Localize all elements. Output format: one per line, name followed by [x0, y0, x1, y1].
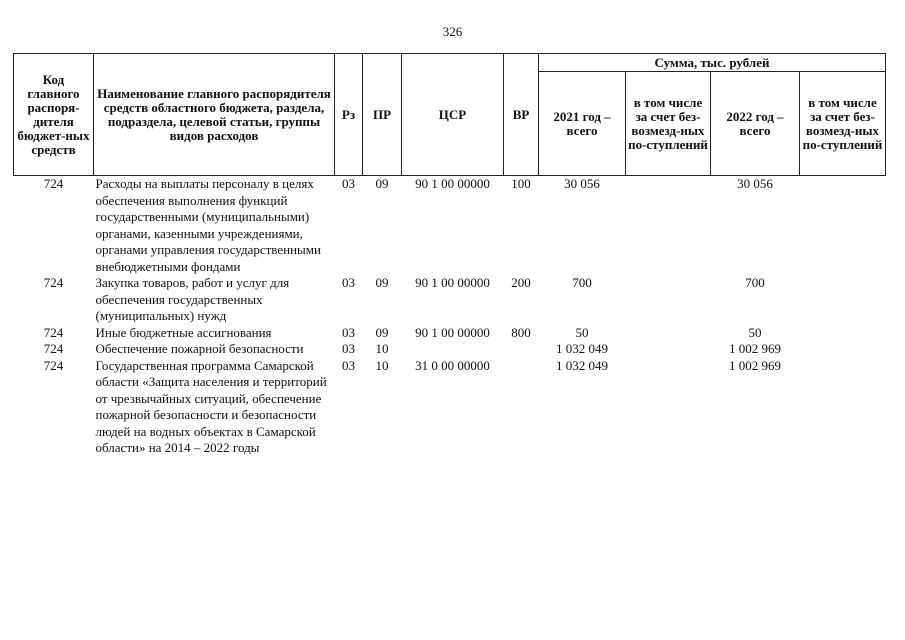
header-sum: Сумма, тыс. рублей [539, 54, 886, 72]
cell-rz: 03 [342, 324, 355, 340]
budget-table [13, 53, 886, 457]
cell-2021-total: 50 [575, 324, 589, 340]
cell-2021-free [626, 275, 711, 325]
cell-2021-free [626, 176, 711, 276]
cell-2022-free [800, 176, 886, 276]
cell-code: 724 [43, 275, 64, 290]
cell-2021-total: 1 032 049 [556, 357, 608, 373]
header-pr: ПР [363, 54, 402, 176]
cell-name: Обеспечение пожарной безопасности [95, 341, 304, 356]
cell-pr: 09 [375, 176, 389, 191]
table-row [14, 176, 886, 276]
cell-name: Расходы на выплаты персоналу в целях обеспечения выполнения функций государственными (муниципальными) органами, казенными учреждениями, органами управления государственными внебюджетными фондами [95, 176, 321, 274]
table-header [14, 54, 886, 176]
cell-2022-total: 30 056 [737, 176, 773, 191]
table-row [14, 325, 886, 342]
cell-2021-total: 1 032 049 [556, 341, 608, 356]
cell-name: Иные бюджетные ассигнования [95, 324, 272, 340]
cell-vr: 200 [511, 275, 531, 290]
header-vr: ВР [504, 54, 539, 176]
cell-code: 724 [43, 357, 64, 373]
cell-2022-total: 1 002 969 [729, 357, 781, 373]
cell-rz: 03 [342, 357, 355, 373]
cell-2022-total: 700 [745, 275, 765, 290]
cell-pr: 09 [375, 275, 389, 290]
cell-csr: 31 0 00 00000 [415, 357, 490, 373]
cell-2022-free [800, 358, 886, 457]
cell-2022-free [800, 341, 886, 358]
header-name: Наименование главного распорядителя средств областного бюджета, раздела, подраздела, целевой статьи, группы видов расходов [94, 54, 335, 176]
cell-csr: 90 1 00 00000 [415, 176, 490, 191]
cell-pr: 10 [375, 357, 389, 373]
header-rz: Рз [335, 54, 363, 176]
cell-2021-free [626, 358, 711, 457]
cell-csr: 90 1 00 00000 [415, 275, 490, 290]
header-2021-free: в том числе за счет без-возмезд-ных по-ступлений [626, 72, 711, 176]
cell-pr: 10 [375, 341, 389, 356]
table-row [14, 358, 886, 457]
cell-vr [504, 341, 539, 358]
cell-code: 724 [43, 324, 64, 340]
cell-name: Государственная программа Самарской области «Защита населения и территорий от чрезвычайных ситуаций, обеспечение пожарной безопасности и безопасности людей на водных объектах в Самарской области» на 2014 – 2022 годы [95, 357, 327, 455]
header-2022-total: 2022 год – всего [711, 72, 800, 176]
table-row [14, 275, 886, 325]
cell-2022-total: 1 002 969 [729, 341, 781, 356]
cell-vr: 800 [511, 324, 531, 340]
table-row [14, 341, 886, 358]
header-2022-free: в том числе за счет без-возмезд-ных по-ступлений [800, 72, 886, 176]
cell-rz: 03 [342, 341, 355, 356]
cell-name: Закупка товаров, работ и услуг для обеспечения государственных (муниципальных) нужд [95, 275, 290, 323]
header-code: Код главного распоря-дителя бюджет-ных средств [14, 54, 94, 176]
cell-2021-total: 30 056 [564, 176, 600, 191]
cell-csr: 90 1 00 00000 [415, 324, 490, 340]
cell-csr [402, 341, 504, 358]
cell-vr: 100 [511, 176, 531, 191]
page-number: 326 [442, 24, 463, 39]
header-2021-total: 2021 год – всего [539, 72, 626, 176]
cell-2022-total: 50 [748, 324, 762, 340]
table-body [14, 176, 886, 457]
cell-2022-free [800, 275, 886, 325]
cell-2021-free [626, 325, 711, 342]
cell-rz: 03 [342, 176, 355, 191]
cell-code: 724 [43, 341, 64, 356]
header-csr: ЦСР [402, 54, 504, 176]
cell-2021-total: 700 [572, 275, 592, 290]
cell-pr: 09 [375, 324, 389, 340]
cell-rz: 03 [342, 275, 355, 290]
cell-2022-free [800, 325, 886, 342]
cell-code: 724 [43, 176, 64, 191]
cell-vr [504, 358, 539, 457]
cell-2021-free [626, 341, 711, 358]
